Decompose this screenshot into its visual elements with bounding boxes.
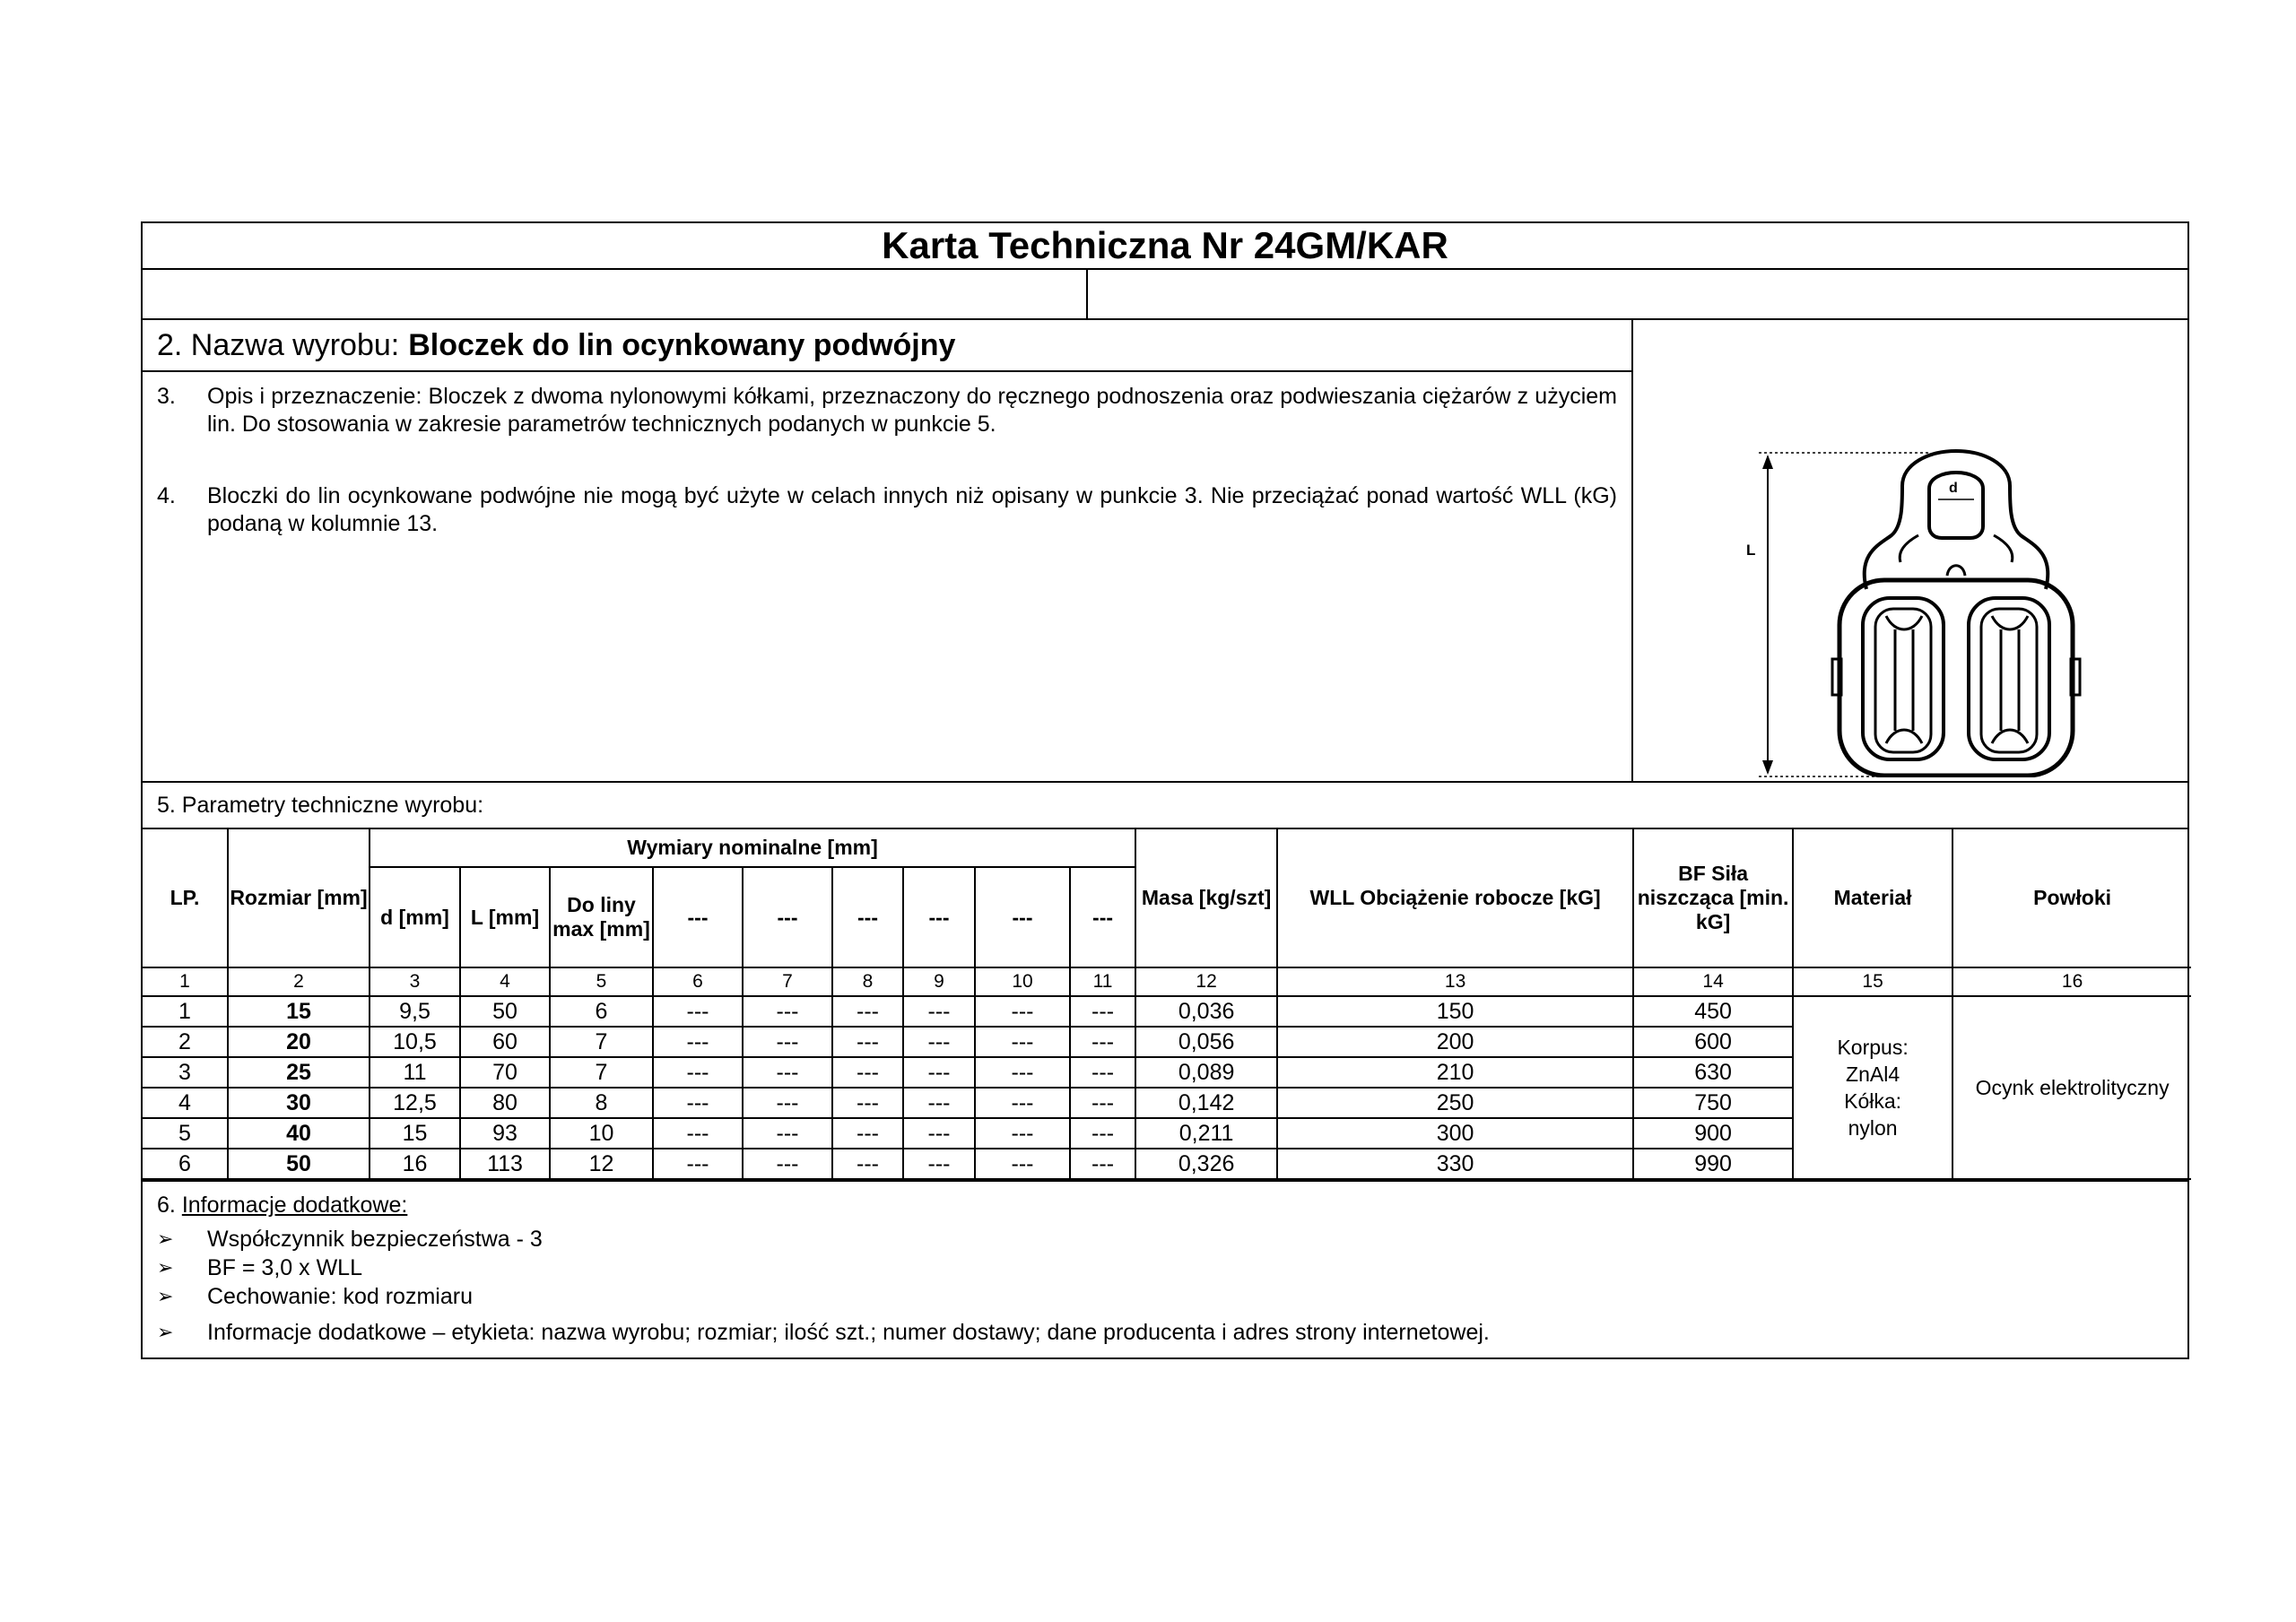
header-wymiary: Wymiary nominalne [mm] — [370, 829, 1135, 867]
header-wll: WLL Obciążenie robocze [kG] — [1277, 829, 1633, 967]
cell-c8: --- — [832, 1118, 903, 1149]
right-bolt — [2071, 659, 2080, 695]
cell-L: 93 — [460, 1118, 550, 1149]
cell-masa: 0,036 — [1135, 996, 1277, 1027]
description-text: Bloczki do lin ocynkowane podwójne nie mogą być użyte w celach innych niż opisany w punkcie 3. Nie przeciążać ponad wartość WLL (kG) podaną w kolumnie 13. — [207, 483, 1617, 536]
additional-info — [143, 1180, 2187, 1357]
cell-c7: --- — [743, 1057, 832, 1088]
cell-c7: --- — [743, 1118, 832, 1149]
product-text-column — [143, 320, 1633, 781]
material-line: nylon — [1848, 1116, 1898, 1140]
cell-c7: --- — [743, 1088, 832, 1118]
cell-lp: 5 — [143, 1118, 228, 1149]
header-col-7: --- — [743, 867, 832, 967]
cell-masa: 0,089 — [1135, 1057, 1277, 1088]
header-col-11: --- — [1070, 867, 1135, 967]
cell-L: 80 — [460, 1088, 550, 1118]
shackle-curve-mid — [1947, 566, 1965, 576]
drawing-label-d: d — [1949, 481, 1958, 496]
column-number: 12 — [1135, 967, 1277, 996]
cell-lp: 4 — [143, 1088, 228, 1118]
description-item — [157, 383, 1617, 438]
column-number: 1 — [143, 967, 228, 996]
cell-c10: --- — [975, 1027, 1070, 1057]
cell-c6: --- — [653, 1118, 743, 1149]
cell-lp: 1 — [143, 996, 228, 1027]
product-drawing-cell — [1633, 320, 2187, 781]
column-number: 5 — [550, 967, 653, 996]
cell-d: 16 — [370, 1149, 460, 1179]
column-number: 6 — [653, 967, 743, 996]
cell-c8: --- — [832, 1057, 903, 1088]
cell-masa: 0,142 — [1135, 1088, 1277, 1118]
cell-d: 11 — [370, 1057, 460, 1088]
cell-c10: --- — [975, 1088, 1070, 1118]
cell-c9: --- — [903, 1149, 975, 1179]
cell-c9: --- — [903, 1088, 975, 1118]
cell-bf: 990 — [1633, 1149, 1793, 1179]
cell-lp: 2 — [143, 1027, 228, 1057]
bullet-arrow-icon: ➢ — [157, 1256, 174, 1279]
bullet-text: Cechowanie: kod rozmiaru — [207, 1284, 473, 1309]
cell-lp: 6 — [143, 1149, 228, 1179]
header-col-9: --- — [903, 867, 975, 967]
info-title-row — [157, 1191, 2173, 1219]
parameters-heading: 5. Parametry techniczne wyrobu: — [143, 783, 2187, 829]
material-line: ZnAl4 — [1846, 1063, 1900, 1086]
cell-c11: --- — [1070, 1149, 1135, 1179]
cell-c11: --- — [1070, 996, 1135, 1027]
column-number: 16 — [1952, 967, 2191, 996]
cell-c6: --- — [653, 1088, 743, 1118]
cell-c7: --- — [743, 996, 832, 1027]
cell-liny: 10 — [550, 1118, 653, 1149]
cell-c10: --- — [975, 1118, 1070, 1149]
cell-liny: 12 — [550, 1149, 653, 1179]
column-number: 15 — [1793, 967, 1952, 996]
cell-wll: 200 — [1277, 1027, 1633, 1057]
column-number: 8 — [832, 967, 903, 996]
double-pulley-block-drawing — [1633, 320, 2189, 777]
bullet-arrow-icon: ➢ — [157, 1321, 174, 1343]
cell-wll: 300 — [1277, 1118, 1633, 1149]
cell-c10: --- — [975, 1149, 1070, 1179]
blank-cell-left — [143, 270, 1088, 318]
header-bf: BF Siła niszcząca [min. kG] — [1633, 829, 1793, 967]
cell-liny: 7 — [550, 1027, 653, 1057]
cell-rozmiar: 20 — [228, 1027, 370, 1057]
cell-L: 70 — [460, 1057, 550, 1088]
column-number: 2 — [228, 967, 370, 996]
cell-d: 9,5 — [370, 996, 460, 1027]
arrow-up-icon — [1762, 455, 1773, 469]
cell-bf: 450 — [1633, 996, 1793, 1027]
cell-c7: --- — [743, 1149, 832, 1179]
cell-c6: --- — [653, 1057, 743, 1088]
cell-d: 12,5 — [370, 1088, 460, 1118]
blank-header-row — [143, 270, 2187, 320]
info-bullet — [157, 1225, 2173, 1253]
cell-d: 15 — [370, 1118, 460, 1149]
header-masa: Masa [kg/szt] — [1135, 829, 1277, 967]
cell-rozmiar: 50 — [228, 1149, 370, 1179]
header-col-8: --- — [832, 867, 903, 967]
info-number: 6. — [157, 1193, 176, 1218]
header-col-10: --- — [975, 867, 1070, 967]
description-block — [143, 372, 1631, 582]
cell-L: 60 — [460, 1027, 550, 1057]
cell-bf: 600 — [1633, 1027, 1793, 1057]
cell-wll: 330 — [1277, 1149, 1633, 1179]
card-title: Karta Techniczna Nr 24GM/KAR — [143, 223, 2187, 270]
bullet-text: BF = 3,0 x WLL — [207, 1255, 362, 1280]
bullet-text: Współczynnik bezpieczeństwa - 3 — [207, 1227, 543, 1252]
product-section — [143, 320, 2187, 783]
cell-masa: 0,211 — [1135, 1118, 1277, 1149]
cell-c6: --- — [653, 996, 743, 1027]
cell-material — [1793, 996, 1952, 1179]
drawing-label-L: L — [1746, 542, 1756, 559]
cell-masa: 0,056 — [1135, 1027, 1277, 1057]
cell-c11: --- — [1070, 1088, 1135, 1118]
cell-rozmiar: 25 — [228, 1057, 370, 1088]
cell-c8: --- — [832, 1027, 903, 1057]
header-powloki: Powłoki — [1952, 829, 2191, 967]
info-bullet — [157, 1282, 2173, 1311]
info-title: Informacje dodatkowe: — [181, 1193, 408, 1218]
cell-liny: 6 — [550, 996, 653, 1027]
column-number: 7 — [743, 967, 832, 996]
table-row — [143, 996, 2191, 1027]
cell-c9: --- — [903, 1057, 975, 1088]
header-lp: LP. — [143, 829, 228, 967]
cell-liny: 8 — [550, 1088, 653, 1118]
info-bullet — [157, 1253, 2173, 1282]
header-L: L [mm] — [460, 867, 550, 967]
column-number-row — [143, 967, 2191, 996]
cell-d: 10,5 — [370, 1027, 460, 1057]
cell-wll: 150 — [1277, 996, 1633, 1027]
bullet-arrow-icon: ➢ — [157, 1285, 174, 1307]
cell-c11: --- — [1070, 1118, 1135, 1149]
column-number: 9 — [903, 967, 975, 996]
left-bolt — [1832, 659, 1841, 695]
cell-c6: --- — [653, 1027, 743, 1057]
cell-c9: --- — [903, 1027, 975, 1057]
column-number: 4 — [460, 967, 550, 996]
cell-c6: --- — [653, 1149, 743, 1179]
cell-liny: 7 — [550, 1057, 653, 1088]
product-name-row — [143, 320, 1631, 372]
parameters-table — [143, 829, 2191, 1180]
cell-lp: 3 — [143, 1057, 228, 1088]
cell-bf: 900 — [1633, 1118, 1793, 1149]
material-line: Korpus: — [1837, 1036, 1909, 1059]
cell-c10: --- — [975, 996, 1070, 1027]
cell-c11: --- — [1070, 1027, 1135, 1057]
header-rozmiar: Rozmiar [mm] — [228, 829, 370, 967]
description-number: 3. — [157, 384, 176, 409]
cell-bf: 750 — [1633, 1088, 1793, 1118]
product-name-label: 2. Nazwa wyrobu: — [157, 327, 400, 362]
cell-c8: --- — [832, 1088, 903, 1118]
shackle-curve-right — [1994, 535, 2013, 562]
cell-rozmiar: 30 — [228, 1088, 370, 1118]
technical-card — [141, 221, 2189, 1359]
cell-masa: 0,326 — [1135, 1149, 1277, 1179]
arrow-down-icon — [1762, 760, 1773, 775]
cell-L: 113 — [460, 1149, 550, 1179]
info-bullet — [157, 1318, 2173, 1347]
product-name-value: Bloczek do lin ocynkowany podwójny — [408, 327, 956, 362]
header-col-6: --- — [653, 867, 743, 967]
header-d: d [mm] — [370, 867, 460, 967]
column-number: 10 — [975, 967, 1070, 996]
blank-cell-right — [1088, 270, 2187, 318]
column-number: 14 — [1633, 967, 1793, 996]
cell-wll: 210 — [1277, 1057, 1633, 1088]
description-text: Opis i przeznaczenie: Bloczek z dwoma nylonowymi kółkami, przeznaczony do ręcznego podnoszenia oraz podwieszania ciężarów z użyciem lin. Do stosowania w zakresie parametrów technicznych podanych w punkcie 5. — [207, 384, 1617, 437]
cell-rozmiar: 40 — [228, 1118, 370, 1149]
material-line: Kółka: — [1844, 1089, 1902, 1113]
cell-wll: 250 — [1277, 1088, 1633, 1118]
description-number: 4. — [157, 483, 176, 508]
cell-bf: 630 — [1633, 1057, 1793, 1088]
header-do-liny: Do liny max [mm] — [550, 867, 653, 967]
shackle-curve-left — [1900, 535, 1918, 562]
description-item — [157, 482, 1617, 538]
cell-c9: --- — [903, 1118, 975, 1149]
cell-L: 50 — [460, 996, 550, 1027]
column-number: 3 — [370, 967, 460, 996]
cell-c10: --- — [975, 1057, 1070, 1088]
cell-rozmiar: 15 — [228, 996, 370, 1027]
cell-c8: --- — [832, 996, 903, 1027]
cell-c11: --- — [1070, 1057, 1135, 1088]
bullet-arrow-icon: ➢ — [157, 1227, 174, 1250]
cell-c8: --- — [832, 1149, 903, 1179]
cell-c7: --- — [743, 1027, 832, 1057]
header-material: Materiał — [1793, 829, 1952, 967]
column-number: 13 — [1277, 967, 1633, 996]
cell-c9: --- — [903, 996, 975, 1027]
bullet-text: Informacje dodatkowe – etykieta: nazwa wyrobu; rozmiar; ilość szt.; numer dostawy; dane producenta i adres strony internetowej. — [207, 1320, 1490, 1345]
cell-powloki: Ocynk elektrolityczny — [1952, 996, 2191, 1179]
column-number: 11 — [1070, 967, 1135, 996]
